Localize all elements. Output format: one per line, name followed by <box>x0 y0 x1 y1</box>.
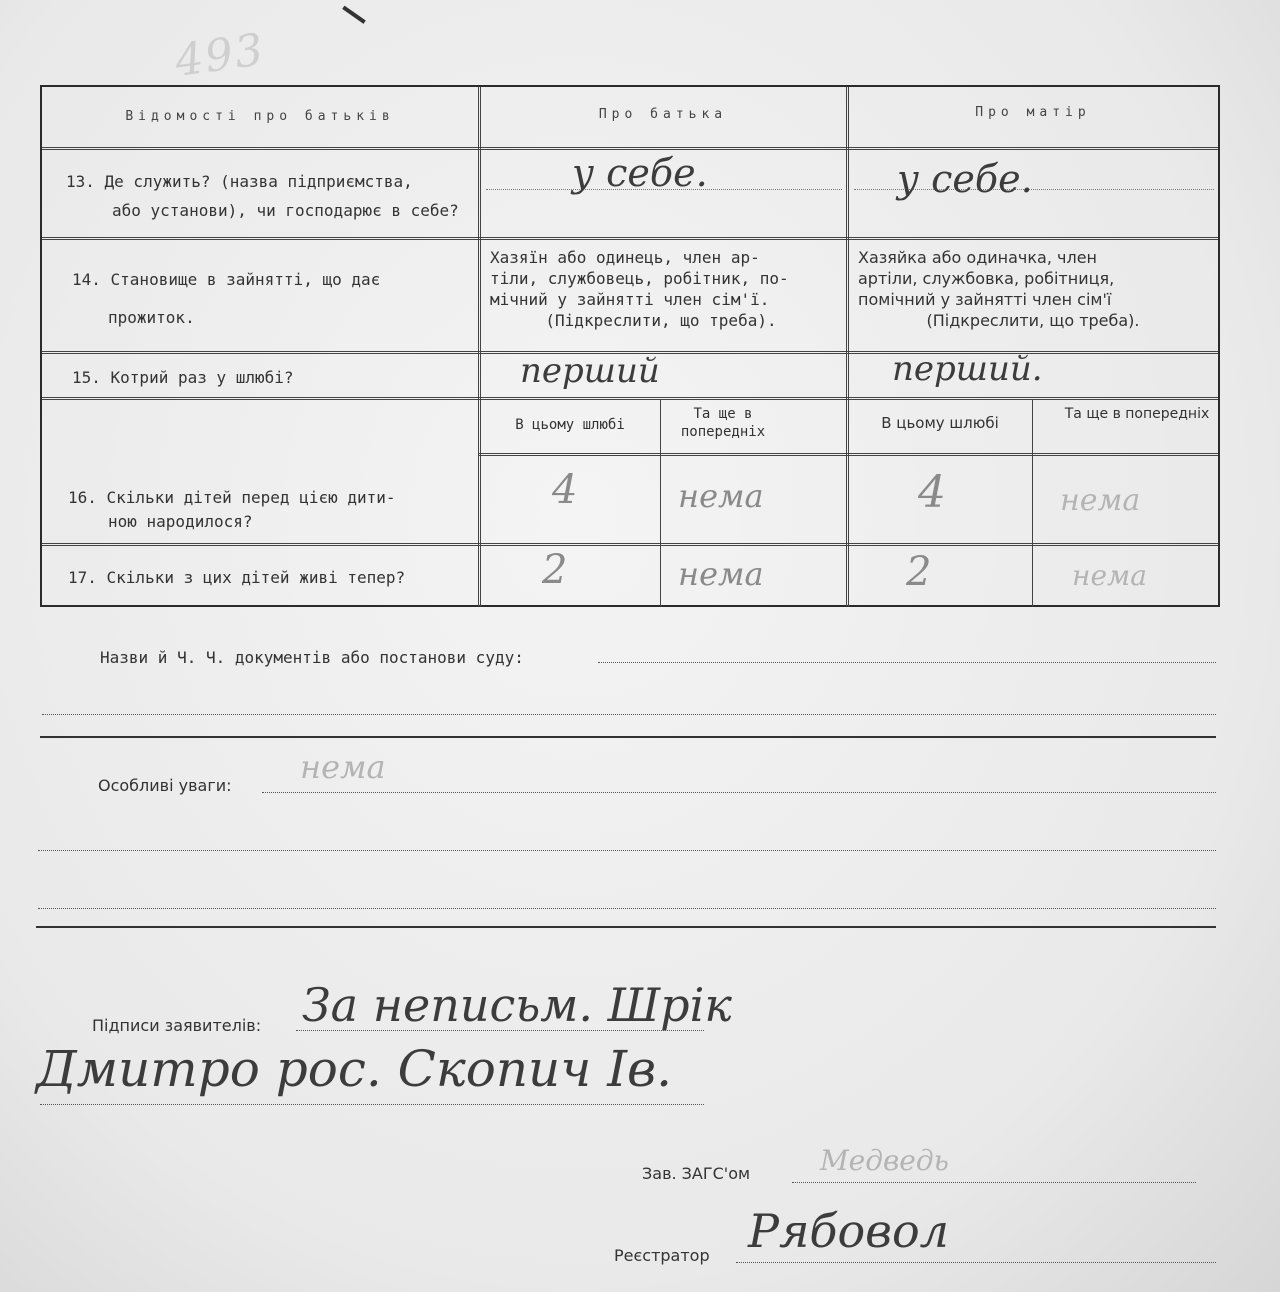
parents-info-table <box>40 85 1220 607</box>
q16-father-this: 4 <box>552 467 578 513</box>
q13-label-line2: або установи), чи господарює в себе? <box>112 201 459 220</box>
q14-mother-option-line: Хазяйка або одиначка, член <box>858 248 1097 267</box>
q14-mother-option-line: помічний у зайнятті член сім'ї <box>858 290 1112 309</box>
q13-mother-answer: у себе. <box>897 157 1033 201</box>
q14-label-line1: 14. Становище в зайнятті, що дає <box>72 270 381 289</box>
remarks-label: Особливі уваги: <box>98 776 232 795</box>
row-line-13 <box>42 237 1218 240</box>
row-line-16 <box>42 543 1218 546</box>
signature-line-1: За неписьм. Шрік <box>302 978 732 1032</box>
remarks-fill-line <box>262 792 1216 793</box>
registrar-label: Реєстратор <box>614 1246 710 1265</box>
zags-head-fill-line <box>792 1182 1196 1183</box>
remarks-separator <box>36 926 1216 928</box>
q15-mother-answer: перший. <box>892 349 1043 389</box>
q17-father-this: 2 <box>542 547 568 593</box>
signature-line-2-rule <box>40 1104 704 1105</box>
q14-mother-option-line: (Підкреслити, що треба). <box>926 311 1140 330</box>
documents-fill-line <box>598 662 1216 663</box>
zags-head-signature: Медведь <box>820 1144 949 1177</box>
signature-line-1-rule <box>296 1030 704 1031</box>
subheader-mother-prev: Та ще в попередніх <box>1064 406 1210 422</box>
documents-label: Назви й Ч. Ч. документів або постанови суду: <box>100 648 524 667</box>
documents-separator <box>40 736 1216 738</box>
registrar-signature: Рябовол <box>748 1204 949 1258</box>
q14-father-option-line: Хазяїн або одинець, член ар- <box>490 248 760 267</box>
q17-label: 17. Скільки з цих дітей живі тепер? <box>68 568 406 587</box>
registrar-fill-line <box>736 1262 1216 1263</box>
header-father: Про батька <box>598 107 728 122</box>
q17-father-prev: нема <box>678 555 764 593</box>
archive-number: 493 <box>171 23 269 88</box>
row-line-15 <box>42 397 1218 400</box>
q16-label-line1: 16. Скільки дітей перед цією дити- <box>68 488 396 507</box>
q13-father-answer: у себе. <box>572 151 708 195</box>
subheader-father-prev: Та ще в попередніх <box>680 406 766 440</box>
q14-label-line2: прожиток. <box>108 308 195 327</box>
q14-mother-option-line: артіли, службовка, робітниця, <box>858 269 1115 288</box>
remarks-value: нема <box>300 748 386 786</box>
q16-mother-this: 4 <box>918 467 946 518</box>
row-line-subheader <box>478 453 1218 456</box>
signature-line-2: Дмитро рос. Скопич Ів. <box>36 1040 672 1098</box>
q16-mother-prev: нема <box>1060 483 1141 518</box>
col-divider-father-sub <box>660 399 661 607</box>
q17-mother-this: 2 <box>906 549 932 595</box>
q14-father-option-line: мічний у зайнятті член сім'ї. <box>490 290 770 309</box>
q13-label-line1: 13. Де служить? (назва підприємства, <box>66 172 413 191</box>
q16-label-line2: ною народилося? <box>108 512 253 531</box>
zags-head-label: Зав. ЗАГС'ом <box>642 1164 751 1183</box>
remarks-fill-line-2 <box>38 850 1216 851</box>
q16-father-prev: нема <box>678 477 764 515</box>
q14-father-option-line: (Підкреслити, що треба). <box>545 311 777 330</box>
col-divider-mother-sub <box>1032 399 1033 607</box>
q14-father-option-line: тіли, службовець, робітник, по- <box>490 269 789 288</box>
header-mother: Про матір <box>975 105 1091 120</box>
q14-father-options <box>490 247 832 331</box>
corner-mark <box>342 0 374 24</box>
row-line-header <box>42 147 1218 150</box>
q15-label: 15. Котрий раз у шлюбі? <box>72 368 294 387</box>
q17-mother-prev: нема <box>1072 559 1147 592</box>
subheader-father-this: В цьому шлюбі <box>515 417 625 433</box>
q14-mother-options <box>858 247 1208 331</box>
subheader-mother-this: В цьому шлюбі <box>881 414 999 432</box>
signatures-label: Підписи заявителів: <box>92 1016 262 1035</box>
col-divider-2 <box>846 87 849 607</box>
header-info: Відомості про батьків <box>125 109 395 124</box>
documents-fill-line-2 <box>42 714 1216 715</box>
remarks-fill-line-3 <box>38 908 1216 909</box>
q15-father-answer: перший <box>520 351 660 391</box>
col-divider-1 <box>478 87 481 607</box>
